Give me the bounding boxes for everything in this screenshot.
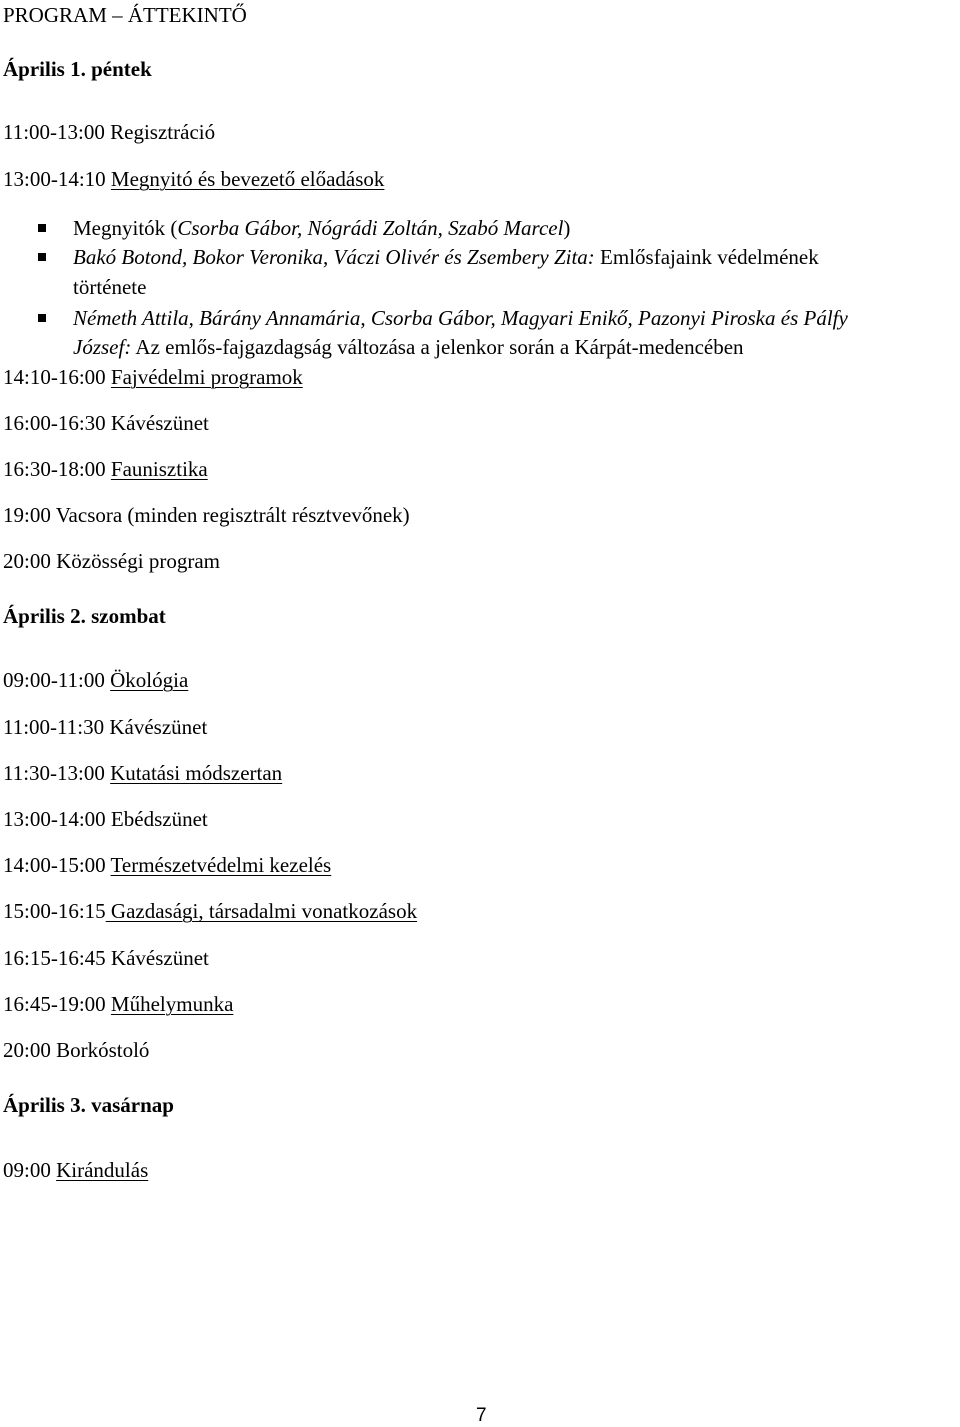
- time: 16:30-18:00: [3, 457, 106, 481]
- label: Borkóstoló: [56, 1038, 150, 1062]
- bullet-item-3-continued: [73, 332, 744, 362]
- time: 15:00-16:15: [3, 899, 106, 923]
- label: Vacsora (minden regisztrált résztvevőnek): [55, 503, 410, 527]
- opening-link[interactable]: Megnyitó és bevezető előadások: [110, 167, 385, 191]
- time: 16:45-19:00: [3, 992, 106, 1016]
- ecology-link[interactable]: Ökológia: [110, 668, 189, 692]
- bullet-text: Megnyitók (: [73, 216, 178, 240]
- bullet-icon: [38, 224, 46, 232]
- schedule-item-coffee-break: [3, 410, 209, 436]
- time: 09:00: [3, 1158, 51, 1182]
- workshop-link[interactable]: Műhelymunka: [110, 992, 234, 1016]
- time: 11:00-13:00: [3, 120, 105, 144]
- bullet-item-2-continued: története: [73, 275, 147, 299]
- speakers: Bakó Botond, Bokor Veronika, Váczi Olivér és Zsembery Zita:: [73, 245, 595, 269]
- speakers: Csorba Gábor, Nógrádi Zoltán, Szabó Marcel: [177, 216, 564, 240]
- schedule-item-faunistics: [3, 456, 208, 482]
- page-title: PROGRAM – ÁTTEKINTŐ: [3, 3, 247, 27]
- research-methods-link[interactable]: Kutatási módszertan: [110, 761, 283, 785]
- schedule-item-excursion: [3, 1157, 148, 1183]
- time: 16:00-16:30: [3, 411, 106, 435]
- schedule-item-research-methods: [3, 760, 282, 786]
- schedule-item-workshop: [3, 991, 233, 1017]
- economic-link[interactable]: Gazdasági, társadalmi vonatkozások: [105, 899, 418, 923]
- label: Kávészünet: [110, 946, 209, 970]
- bullet-item-1: [73, 213, 570, 243]
- time: 13:00-14:10: [3, 167, 106, 191]
- bullet-icon: [38, 314, 46, 322]
- label: Ebédszünet: [110, 807, 208, 831]
- schedule-item-economic: [3, 898, 417, 924]
- time: 20:00: [3, 1038, 51, 1062]
- bullet-icon: [38, 253, 46, 261]
- time: 14:00-15:00: [3, 853, 106, 877]
- speakers: Németh Attila, Bárány Annamária, Csorba Gábor, Magyari Enikő, Pazonyi Piroska és Pálfy: [73, 306, 848, 330]
- day-heading-2: Április 2. szombat: [3, 604, 166, 628]
- schedule-item-opening: [3, 166, 384, 192]
- bullet-item-2: [73, 242, 819, 272]
- speakers: József:: [73, 335, 132, 359]
- time: 13:00-14:00: [3, 807, 106, 831]
- schedule-item-wine-tasting: [3, 1037, 149, 1063]
- schedule-item-lunch: [3, 806, 208, 832]
- excursion-link[interactable]: Kirándulás: [56, 1158, 149, 1182]
- bullet-item-3: [73, 303, 848, 333]
- time: 19:00: [3, 503, 51, 527]
- time: 09:00-11:00: [3, 668, 105, 692]
- schedule-item-ecology: [3, 667, 188, 693]
- schedule-item-community: [3, 548, 220, 574]
- page-number: 7: [476, 1405, 487, 1426]
- schedule-item-species-protection: [3, 364, 303, 390]
- day-heading-3: Április 3. vasárnap: [3, 1093, 174, 1117]
- species-protection-link[interactable]: Fajvédelmi programok: [110, 365, 303, 389]
- talk-title: Emlősfajaink védelmének: [600, 245, 819, 269]
- schedule-item-dinner: [3, 502, 410, 528]
- conservation-link[interactable]: Természetvédelmi kezelés: [110, 853, 332, 877]
- schedule-item-conservation: [3, 852, 331, 878]
- schedule-item-coffee-break: [3, 945, 209, 971]
- time: 14:10-16:00: [3, 365, 106, 389]
- label: Kávészünet: [109, 715, 208, 739]
- label: Közösségi program: [56, 549, 220, 573]
- label: Kávészünet: [110, 411, 209, 435]
- day-heading-1: Április 1. péntek: [3, 57, 152, 81]
- time: 16:15-16:45: [3, 946, 106, 970]
- talk-title: Az emlős-fajgazdagság változása a jelenkor során a Kárpát-medencében: [135, 335, 744, 359]
- label: Regisztráció: [110, 120, 216, 144]
- time: 11:30-13:00: [3, 761, 105, 785]
- schedule-item-registration: [3, 119, 215, 145]
- time: 11:00-11:30: [3, 715, 105, 739]
- time: 20:00: [3, 549, 51, 573]
- faunistics-link[interactable]: Faunisztika: [110, 457, 208, 481]
- bullet-text-end: ): [563, 216, 571, 240]
- schedule-item-coffee-break: [3, 714, 207, 740]
